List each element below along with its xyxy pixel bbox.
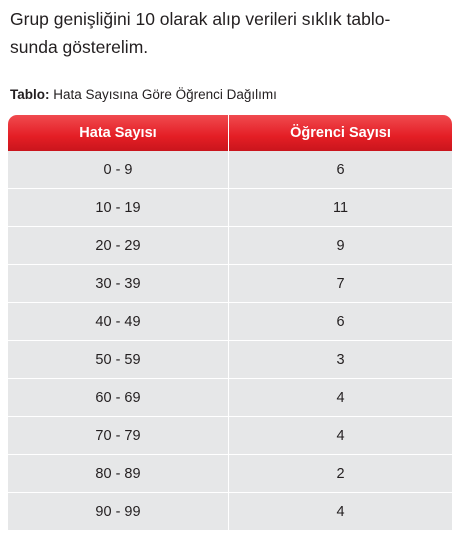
table-row — [8, 265, 452, 303]
intro-line-2: sunda gösterelim. — [10, 37, 149, 57]
cell-ogrenci-count: 3 — [229, 341, 452, 379]
cell-ogrenci-count: 6 — [229, 303, 452, 341]
table-row — [8, 341, 452, 379]
frequency-table — [7, 115, 453, 530]
cell-ogrenci-count: 4 — [229, 493, 452, 530]
intro-line-1: Grup genişliğini 10 olarak alıp verileri sıklık tablo- — [10, 9, 391, 29]
cell-hata-range: 70 - 79 — [8, 417, 228, 455]
cell-hata-range: 90 - 99 — [8, 493, 228, 530]
cell-hata-range: 80 - 89 — [8, 455, 228, 493]
table-caption — [10, 87, 277, 102]
cell-ogrenci-count: 9 — [229, 227, 452, 265]
cell-hata-range: 40 - 49 — [8, 303, 228, 341]
table-row — [8, 151, 452, 189]
caption-label: Tablo: — [10, 87, 50, 102]
table-row — [8, 303, 452, 341]
caption-title: Hata Sayısına Göre Öğrenci Dağılımı — [53, 87, 277, 102]
table-row — [8, 493, 452, 530]
table-header-row — [8, 115, 452, 151]
cell-hata-range: 0 - 9 — [8, 151, 228, 189]
cell-hata-range: 30 - 39 — [8, 265, 228, 303]
header-ogrenci-sayisi: Öğrenci Sayısı — [229, 115, 452, 151]
cell-ogrenci-count: 4 — [229, 379, 452, 417]
intro-paragraph — [10, 5, 455, 61]
cell-hata-range: 50 - 59 — [8, 341, 228, 379]
table-row — [8, 189, 452, 227]
cell-hata-range: 20 - 29 — [8, 227, 228, 265]
table-row — [8, 417, 452, 455]
table-row — [8, 227, 452, 265]
cell-hata-range: 60 - 69 — [8, 379, 228, 417]
table-row — [8, 379, 452, 417]
table-row — [8, 455, 452, 493]
cell-ogrenci-count: 4 — [229, 417, 452, 455]
cell-ogrenci-count: 2 — [229, 455, 452, 493]
header-hata-sayisi: Hata Sayısı — [8, 115, 228, 151]
cell-ogrenci-count: 7 — [229, 265, 452, 303]
cell-ogrenci-count: 6 — [229, 151, 452, 189]
cell-hata-range: 10 - 19 — [8, 189, 228, 227]
cell-ogrenci-count: 11 — [229, 189, 452, 227]
